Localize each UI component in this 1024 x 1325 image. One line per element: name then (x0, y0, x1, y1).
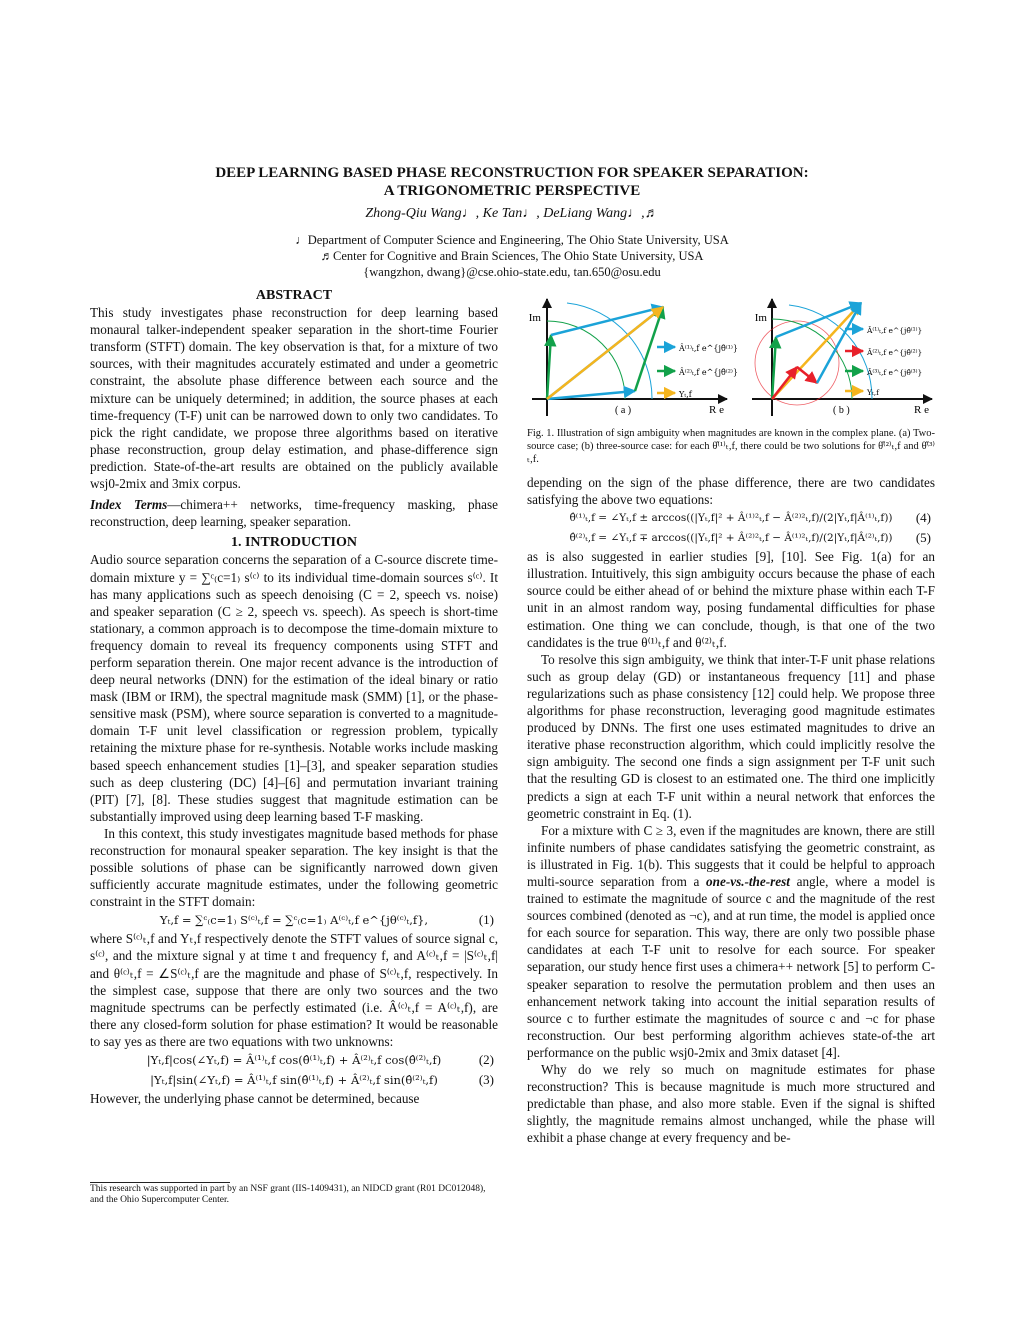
intro-paragraph-4: However, the underlying phase cannot be determined, because (90, 1091, 420, 1107)
authors: Zhong-Qiu Wang♩, Ke Tan♩, DeLiang Wang♩,♬ (365, 206, 659, 221)
equation-2-body: |Yₜ,f|cos(∠Yₜ,f) = Â⁽¹⁾ₜ,f cos(θ̂⁽¹⁾ₜ,f) + Â⁽²⁾ₜ,f cos(θ̂⁽²⁾ₜ,f) (146, 1053, 442, 1068)
equation-4 (527, 508, 935, 528)
email-addresses: {wangzhon, dwang}@cse.ohio-state.edu, tan.650@osu.edu (363, 265, 661, 279)
equation-4-number: (4) (915, 510, 931, 526)
panel-a-alt-source1 (547, 391, 635, 399)
panel-a-label: ( a ) (615, 405, 632, 416)
right-paragraph-4-post: angle, where a model is trained to estimate the magnitude of source c and the magnitude of the rest sources combined (denoted as ¬c), and at run time, the model is applied once for each source for separation. This way, there are only two possible phase candidates at each T-F unit to resolve for each source. For speaker separation, our study hence first uses a chimera++ network [5] to perform C-speaker separation to resolve the permutation problem and then uses an enhancement network taking into account the initial separation results of source c to further estimate the magnitudes of source c and ¬c for phase reconstruction. Our best performing algorithm achieves state-of-the art performance on the public wsj0-2mix and 3mix dataset [4]. (527, 873, 935, 1060)
right-paragraph-2: as is also suggested in earlier studies [9], [10]. See Fig. 1(a) for an illustration. Intuitively, this sign ambiguity occurs because the phase of each source could be either ahead of or behind the mixture phase within each T-F unit in an almost random way, posing fundamental difficulties for phase estimation. One thing we can conclude, though, is that one of the two candidates is the true θ⁽¹⁾ₜ,f and θ⁽²⁾ₜ,f. (527, 549, 935, 650)
equation-1 (90, 910, 498, 930)
paper-title-line2: A TRIGONOMETRIC PERSPECTIVE (383, 183, 641, 199)
right-paragraph-5: Why do we rely so much on magnitude estimates for phase reconstruction? This is because magnitude is much more structured and predictable than phase, and also more stable. Even if the signal is shifted slightly, the magnitude remains almost unchanged, while the phase will exhibit a phase change at every frequency and be- (527, 1062, 935, 1146)
figure-1 (527, 291, 937, 421)
equation-3-body: |Yₜ,f|sin(∠Yₜ,f) = Â⁽¹⁾ₜ,f sin(θ̂⁽¹⁾ₜ,f) + Â⁽²⁾ₜ,f sin(θ̂⁽²⁾ₜ,f) (150, 1073, 438, 1088)
intro-paragraph-1: Audio source separation concerns the separation of a C-source discrete time-domain mixture y = ∑ᶜ₍c=1₎ s⁽ᶜ⁾ to its individual time-domain sources s⁽ᶜ⁾. It has many applications such as speech denoising (C = 2, speech vs. noise) and speaker separation (C ≥ 2, speech vs. speech). As speech is short-time stationary, a common approach is to decompose the time-domain mixture to frequency domain to reveal its frequency components using STFT and perform separation therein. One major recent advance is the introduction of deep neural networks (DNN) for the estimation of the ideal binary or ratio mask (IBM or IRM), the spectral magnitude mask (SMM) [1], or the phase-sensitive mask (PSM), where source separation is converted to a magnitude-domain T-F unit level classification or regression problem, typically retaining the mixture phase for re-synthesis. Notable works include masking based speech enhancement studies [1]–[3], and speaker separation studies such as deep clustering (DC) [4]–[6] and permutation invariant training (PIT) [7], [8]. These studies suggest that magnitude estimation can be substantially improved using deep learning based T-F masking. (90, 552, 498, 824)
panel-b-source3-vector (772, 367, 797, 399)
index-terms-label: Index Terms (90, 497, 168, 513)
panel-b-re-label: R e (914, 404, 929, 416)
panel-b-label: ( b ) (833, 405, 850, 416)
equation-3-number: (3) (478, 1072, 494, 1088)
intro-paragraph-3: where S⁽ᶜ⁾ₜ,f and Yₜ,f respectively denote the STFT values of source signal c, s⁽ᶜ⁾, and the mixture signal y at time t and frequency f, and A⁽ᶜ⁾ₜ,f = |S⁽ᶜ⁾ₜ,f| and θ⁽ᶜ⁾ₜ,f = ∠S⁽ᶜ⁾ₜ,f are the magnitude and phase of S⁽ᶜ⁾ₜ,f, respectively. In the simplest case, suppose that there are only two sources and the two magnitude spectrums can be perfectly estimated (i.e. Â⁽ᶜ⁾ₜ,f = A⁽ᶜ⁾ₜ,f), are there any closed-form solution for phase estimation? It would be reasonable to say yes as there are two equations with two unknowns: (90, 931, 498, 1049)
equation-5-number: (5) (915, 530, 931, 546)
index-terms (90, 496, 498, 530)
right-paragraph-1: depending on the sign of the phase difference, there are two candidates satisfying the above two equations: (527, 475, 935, 508)
intro-paragraph-2: In this context, this study investigates magnitude based methods for phase reconstruction for monaural speaker separation. The key insight is that the possible solutions of phase can be significantly narrowed down given sufficiently accurate magnitude estimates, under the following geometric constraint in the STFT domain: (90, 825, 498, 910)
equation-5-body: θ̂⁽²⁾ₜ,f = ∠Yₜ,f ∓ arccos((|Yₜ,f|² + Â⁽²⁾²ₜ,f − Â⁽¹⁾²ₜ,f)/(2|Yₜ,f|Â⁽²⁾ₜ,f)) (569, 532, 893, 545)
footnote-rule (90, 1182, 230, 1183)
equation-3 (90, 1070, 498, 1090)
figure-1-caption: Fig. 1. Illustration of sign ambiguity when magnitudes are known in the complex plane. (a) Two-source case; (b) three-source case: for each θ̂⁽¹⁾ₜ,f, there could be two solutions for θ̂⁽²⁾ₜ,f and θ̂⁽³⁾ₜ,f. (527, 428, 935, 465)
equation-1-number: (1) (478, 912, 494, 928)
panel-b-source3-alt (797, 367, 817, 383)
legend-b-source2-label: Â⁽²⁾ₜ,f e^{jθ̂⁽²⁾} (867, 348, 923, 357)
legend-b-source3-label: Â⁽³⁾ₜ,f e^{jθ̂⁽³⁾} (867, 368, 923, 377)
panel-b-im-label: Im (754, 312, 767, 324)
panel-a-re-label: R e (709, 404, 724, 416)
left-column (90, 287, 498, 1107)
index-terms-text: —chimera++ networks, time-frequency masking, phase reconstruction, deep learning, speaker separation. (90, 497, 498, 530)
one-vs-rest-term: one-vs.-the-rest (706, 873, 790, 889)
figure-1-svg (527, 291, 937, 421)
panel-b (752, 299, 932, 416)
right-column (527, 427, 935, 1146)
footnote: This research was supported in part by an NSF grant (IIS-1409431), an NIDCD grant (R01 DC012048), and the Ohio Supercomputer Center. (90, 1184, 486, 1205)
right-paragraph-3: To resolve this sign ambiguity, we think that inter-T-F unit phase relations such as group delay (GD) or instantaneous frequency [11] and phase regularizations such as phase consistency [12] could help. We propose three algorithms for phase reconstruction, leveraging good magnitude estimates produced by DNNs. The first one uses estimated magnitudes to drive an iterative phase reconstruction algorithm, which could implicitly resolve the sign ambiguity. The second one finds a sign assignment per T-F unit such that the resulting GD is closest to an estimated one. The third one implicitly predicts a sign at each T-F unit within a neural network that enforces the geometric constraint in Eq. (1). (527, 651, 935, 821)
affiliation-2: ♬Center for Cognitive and Brain Sciences, The Ohio State University, USA (320, 249, 704, 263)
equation-2-number: (2) (478, 1052, 494, 1068)
panel-b-source1-vector (776, 303, 861, 337)
equation-4-body: θ̂⁽¹⁾ₜ,f = ∠Yₜ,f ± arccos((|Yₜ,f|² + Â⁽¹⁾²ₜ,f − Â⁽²⁾²ₜ,f)/(2|Yₜ,f|Â⁽¹⁾ₜ,f)) (569, 512, 893, 525)
legend-a-source1-label: Â⁽¹⁾ₜ,f e^{jθ̂⁽¹⁾} (679, 344, 738, 353)
paper-title-line1: DEEP LEARNING BASED PHASE RECONSTRUCTION FOR SPEAKER SEPARATION: (215, 165, 809, 181)
legend-b-mixture-label: Yₜ,f (867, 388, 879, 397)
legend-a-source2-label: Â⁽²⁾ₜ,f e^{jθ̂⁽²⁾} (679, 368, 738, 377)
panel-a (529, 299, 738, 416)
panel-a-im-label: Im (528, 312, 541, 324)
panel-b-circle-red (755, 321, 839, 405)
legend-a-mixture-label: Yₜ,f (679, 390, 692, 399)
right-paragraph-4-pre: For a mixture with C ≥ 3, even if the magnitudes are known, there are still infinite numbers of phase candidates satisfying the geometric constraint, as is illustrated in Fig. 1(b). This suggests that it could be helpful to approach multi-source separation from a (527, 822, 935, 889)
abstract-heading: ABSTRACT (255, 288, 333, 303)
legend-b-source1-label: Â⁽¹⁾ₜ,f e^{jθ̂⁽¹⁾} (867, 326, 923, 335)
equation-5 (527, 528, 935, 548)
introduction-heading: 1. INTRODUCTION (230, 535, 357, 551)
equation-1-body: Yₜ,f = ∑ᶜ₍c=1₎ S⁽ᶜ⁾ₜ,f = ∑ᶜ₍c=1₎ A⁽ᶜ⁾ₜ,f e^{jθ⁽ᶜ⁾ₜ,f}, (159, 913, 429, 928)
affiliation-1: ♩Department of Computer Science and Engineering, The Ohio State University, USA (295, 233, 729, 247)
right-paragraph-4 (527, 822, 935, 1061)
equation-2 (90, 1050, 498, 1070)
abstract-text: This study investigates phase reconstruction for deep learning based monaural talker-independent speaker separation in the short-time Fourier transform (STFT) domain. The key observation is that, for a mixture of two sources, with their magnitudes accurately estimated and under a geometric constraint, the absolute phase difference between each source and the mixture can be uniquely determined; in addition, the source phases at each time-frequency (T-F) unit can be narrowed down to only two candidates. To pick the right candidate, we propose three algorithms based on iterative phase reconstruction, group delay estimation, and phase-difference sign prediction. State-of-the-art results are obtained on the publicly available wsj0-2mix and 3mix corpus. (90, 305, 498, 492)
